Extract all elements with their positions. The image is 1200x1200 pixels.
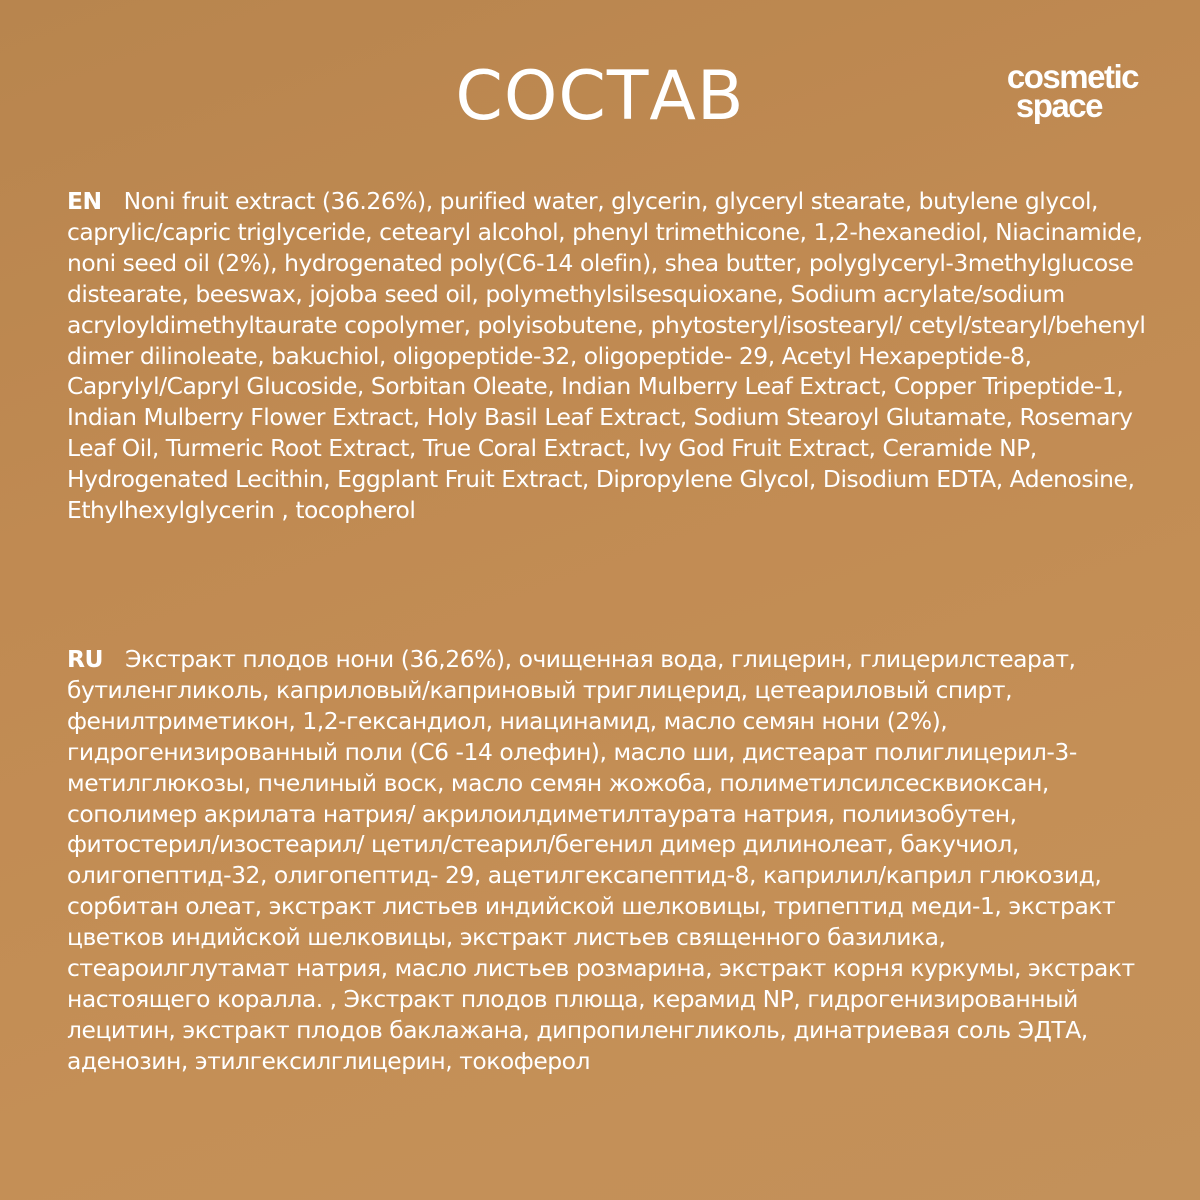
ingredients-ru-text: Экстракт плодов нони (36,26%), очищенная вода, глицерин, глицерилстеарат, бутиленгликоль, каприловый/каприновый триглицерид, цетеариловый спирт, фенилтриметикон, 1,2-гександиол, ниацинамид, масло семян нони (2%), гидрогенизированный поли (С6 -14 олефин), масло ши, дистеарат полиглицерил-3-метилглюкозы, пчелиный воск, масло семян жожоба, полиметилсилсесквиоксан, сополимер акрилата натрия/ акрилоилдиметилтаурата натрия, полиизобутен, фитостерил/изостеарил/ цетил/стеарил/бегенил димер дилинолеат, бакучиол, олигопептид-32, олигопептид- 29, ацетилгексапептид-8, каприлил/каприл глюкозид, сорбитан олеат, экстракт листьев индийской шелковицы, трипептид меди-1, экстракт цветков индийской шелковицы, экстракт листьев священного базилика, стеароилглутамат натрия, масло листьев розмарина, экстракт корня куркумы, экстракт настоящего коралла. , Экстракт плодов плюща, керамид NP, гидрогенизированный лецитин, экстракт плодов баклажана, дипропиленгликоль, динатриевая соль ЭДТА, аденозин, этилгексилглицерин, токоферол	[67, 645, 1135, 1075]
brand-logo	[1006, 58, 1138, 124]
ingredients-en	[67, 186, 1157, 526]
language-label-ru: RU	[67, 645, 104, 673]
ingredients-en-text: Noni fruit extract (36.26%), purified water, glycerin, glyceryl stearate, butylene glycol, caprylic/capric triglyceride, cetearyl alcohol, phenyl trimethicone, 1,2-hexanediol, Niacinamide, noni seed oil (2%), hydrogenated poly(C6-14 olefin), shea butter, polyglyceryl-3methylglucose distearate, beeswax, jojoba seed oil, polymethylsilsesquioxane, Sodium acrylate/sodium acryloyldimethyltaurate copolymer, polyisobutene, phytosteryl/isostearyl/ cetyl/stearyl/behenyl dimer dilinoleate, bakuchiol, oligopeptide-32, oligopeptide- 29, Acetyl Hexapeptide-8, Caprylyl/Capryl Glucoside, Sorbitan Oleate, Indian Mulberry Leaf Extract, Copper Tripeptide-1, Indian Mulberry Flower Extract, Holy Basil Leaf Extract, Sodium Stearoyl Glutamate, Rosemary Leaf Oil, Turmeric Root Extract, True Coral Extract, Ivy God Fruit Extract, Ceramide NP, Hydrogenated Lecithin, Eggplant Fruit Extract, Dipropylene Glycol, Disodium EDTA, Adenosine, Ethylhexylglycerin , tocopherol	[67, 187, 1146, 525]
language-label-en: EN	[67, 187, 102, 215]
brand-logo-line1: cosmetic	[1006, 58, 1138, 95]
ingredients-ru	[67, 644, 1157, 1077]
brand-logo-line2: space	[1015, 87, 1102, 124]
page-title: СОСТАВ	[455, 57, 745, 136]
